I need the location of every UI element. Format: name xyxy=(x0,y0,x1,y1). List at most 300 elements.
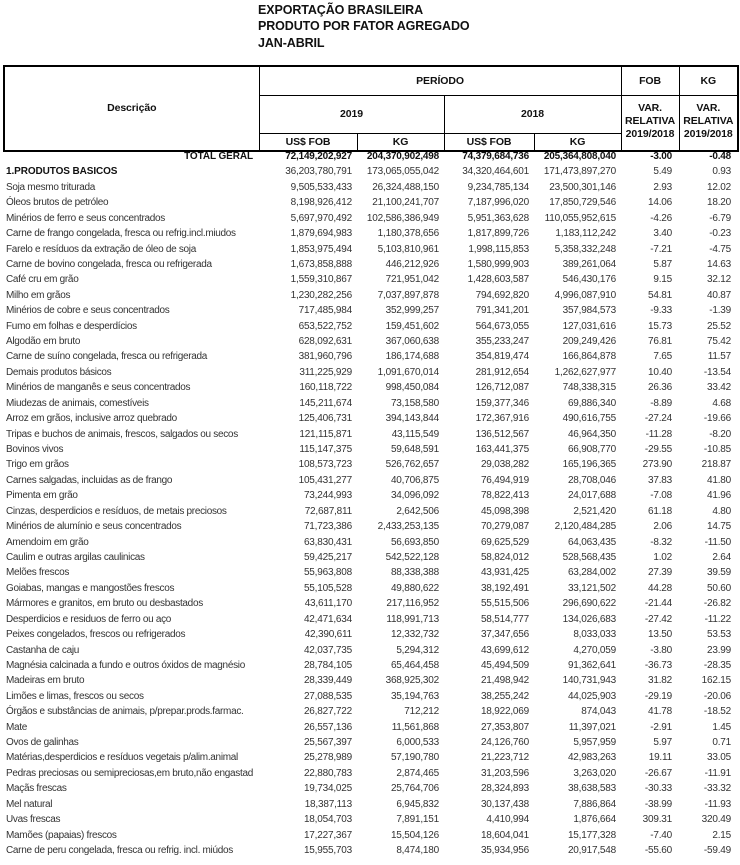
cell-var-fob: 14.06 xyxy=(647,197,672,209)
cell-usd-fob-2018: 29,038,282 xyxy=(480,459,529,471)
cell-var-fob: -4.26 xyxy=(650,212,672,224)
table-row xyxy=(3,735,737,750)
cell-usd-fob-2018: 5,951,363,628 xyxy=(467,212,529,224)
cell-kg-2019: 26,324,488,150 xyxy=(372,181,439,193)
table-row xyxy=(3,581,737,596)
cell-usd-fob-2018: 794,692,820 xyxy=(475,289,529,301)
cell-kg-2019: 7,037,897,878 xyxy=(377,289,439,301)
cell-usd-fob-2018: 9,234,785,134 xyxy=(467,181,529,193)
table-row xyxy=(3,457,737,472)
cell-usd-fob-2019: 72,687,811 xyxy=(304,505,352,517)
cell-var-kg: -0.48 xyxy=(709,151,731,162)
cell-kg-2019: 1,180,378,656 xyxy=(377,228,439,240)
header-descricao: Descrição xyxy=(4,66,259,151)
cell-usd-fob-2018: 58,824,012 xyxy=(480,551,529,563)
cell-var-fob: 15.73 xyxy=(647,320,672,332)
data-table xyxy=(3,149,737,858)
table-row xyxy=(3,380,737,395)
cell-var-fob: -3.80 xyxy=(650,644,672,656)
cell-var-fob: -7.08 xyxy=(650,490,672,502)
cell-kg-2019: 57,190,780 xyxy=(390,752,439,764)
cell-usd-fob-2018: 1,428,603,587 xyxy=(467,274,529,286)
cell-kg-2018: 2,120,484,285 xyxy=(554,521,616,533)
cell-usd-fob-2018: 355,233,247 xyxy=(475,336,529,348)
cell-usd-fob-2019: 653,522,752 xyxy=(298,320,352,332)
cell-kg-2018: 46,964,350 xyxy=(567,428,616,440)
table-row xyxy=(3,643,737,658)
row-description: Tripas e buchos de animais, frescos, salgados ou secos xyxy=(6,428,238,440)
cell-kg-2019: 2,433,253,135 xyxy=(377,521,439,533)
cell-kg-2018: 7,886,864 xyxy=(573,798,616,810)
cell-var-kg: -8.20 xyxy=(709,428,731,440)
cell-usd-fob-2018: 4,410,994 xyxy=(486,814,529,826)
cell-kg-2019: 1,091,670,014 xyxy=(377,366,439,378)
cell-kg-2018: 8,033,033 xyxy=(573,629,616,641)
header-usd-fob-2019: US$ FOB xyxy=(259,134,357,152)
cell-kg-2019: 49,880,622 xyxy=(390,582,439,594)
cell-kg-2018: 1,262,627,977 xyxy=(554,366,616,378)
cell-usd-fob-2018: 58,514,777 xyxy=(480,613,529,625)
cell-usd-fob-2019: 42,390,611 xyxy=(304,629,352,641)
cell-kg-2018: 134,026,683 xyxy=(562,613,616,625)
cell-var-fob: 2.06 xyxy=(653,521,672,533)
row-description: Minérios de alumínio e seus concentrados xyxy=(6,521,182,533)
cell-usd-fob-2019: 8,198,926,412 xyxy=(290,197,352,209)
table-row xyxy=(3,349,737,364)
table-row xyxy=(3,612,737,627)
cell-usd-fob-2018: 43,931,425 xyxy=(480,567,529,579)
cell-usd-fob-2018: 38,255,242 xyxy=(480,690,529,702)
cell-usd-fob-2019: 73,244,993 xyxy=(303,490,352,502)
cell-kg-2018: 166,864,878 xyxy=(562,351,616,363)
cell-kg-2019: 352,999,257 xyxy=(385,305,439,317)
cell-usd-fob-2018: 37,347,656 xyxy=(480,629,529,641)
cell-var-fob: -8.32 xyxy=(650,536,672,548)
table-row xyxy=(3,427,737,442)
cell-var-fob: 19.11 xyxy=(648,752,672,764)
table-row xyxy=(3,164,737,179)
cell-var-kg: -59.49 xyxy=(703,844,731,856)
cell-var-fob: -26.67 xyxy=(644,767,672,779)
cell-kg-2019: 40,706,875 xyxy=(390,474,439,486)
cell-usd-fob-2019: 5,697,970,492 xyxy=(290,212,352,224)
cell-usd-fob-2018: 791,341,201 xyxy=(475,305,529,317)
cell-var-fob: -7.21 xyxy=(650,243,672,255)
row-description: Caulim e outras argilas caulinicas xyxy=(6,551,145,563)
cell-kg-2018: 5,358,332,248 xyxy=(554,243,616,255)
cell-var-kg: 50.60 xyxy=(706,582,731,594)
row-description: Arroz em grãos, inclusive arroz quebrado xyxy=(6,413,177,425)
cell-usd-fob-2018: 136,512,567 xyxy=(475,428,529,440)
table-row xyxy=(3,442,737,457)
cell-usd-fob-2019: 717,485,984 xyxy=(298,305,352,317)
report-title-line2: PRODUTO POR FATOR AGREGADO xyxy=(258,19,470,34)
table-header xyxy=(3,65,739,152)
cell-var-fob: 2.93 xyxy=(653,181,672,193)
cell-usd-fob-2018: 564,673,055 xyxy=(475,320,529,332)
cell-kg-2018: 5,957,959 xyxy=(573,737,616,749)
cell-var-fob: 3.40 xyxy=(653,228,672,240)
table-row xyxy=(3,704,737,719)
cell-kg-2018: 389,261,064 xyxy=(562,258,616,270)
cell-var-kg: -20.06 xyxy=(703,690,731,702)
cell-var-fob: -29.19 xyxy=(644,690,672,702)
cell-kg-2018: 91,362,641 xyxy=(567,659,616,671)
cell-usd-fob-2018: 159,377,346 xyxy=(475,397,529,409)
cell-var-fob: 44.28 xyxy=(647,582,672,594)
cell-var-kg: -19.66 xyxy=(703,413,731,425)
cell-var-kg: 2.64 xyxy=(712,551,731,563)
cell-kg-2018: 15,177,328 xyxy=(567,829,616,841)
cell-usd-fob-2019: 1,230,282,256 xyxy=(290,289,352,301)
cell-kg-2019: 8,474,180 xyxy=(396,844,439,856)
cell-kg-2019: 59,648,591 xyxy=(390,444,439,456)
table-row xyxy=(3,689,737,704)
cell-var-fob: -9.33 xyxy=(650,305,672,317)
cell-var-kg: -11.93 xyxy=(704,798,731,810)
row-description: Demais produtos básicos xyxy=(6,366,112,378)
cell-usd-fob-2019: 18,054,703 xyxy=(303,814,352,826)
cell-usd-fob-2018: 70,279,087 xyxy=(480,521,529,533)
cell-kg-2019: 43,115,549 xyxy=(391,428,439,440)
cell-kg-2019: 712,212 xyxy=(404,706,439,718)
cell-usd-fob-2019: 55,963,808 xyxy=(303,567,352,579)
row-description: Mármores e granitos, em bruto ou desbastados xyxy=(6,598,203,610)
cell-kg-2018: 42,983,263 xyxy=(567,752,616,764)
cell-kg-2019: 526,762,657 xyxy=(385,459,439,471)
table-row xyxy=(3,242,737,257)
cell-usd-fob-2018: 30,137,438 xyxy=(480,798,529,810)
cell-var-fob: 10.40 xyxy=(647,366,672,378)
cell-usd-fob-2018: 354,819,474 xyxy=(475,351,529,363)
table-row xyxy=(3,750,737,765)
row-description: Órgãos e substâncias de animais, p/prepar.prods.farmac. xyxy=(6,706,244,718)
cell-kg-2018: 546,430,176 xyxy=(562,274,616,286)
cell-var-fob: 61.18 xyxy=(647,505,672,517)
cell-usd-fob-2018: 24,126,760 xyxy=(480,737,529,749)
cell-usd-fob-2019: 1,559,310,867 xyxy=(290,274,352,286)
cell-var-fob: 37.83 xyxy=(647,474,672,486)
cell-var-kg: -18.52 xyxy=(703,706,731,718)
cell-usd-fob-2019: 25,278,989 xyxy=(303,752,352,764)
cell-kg-2019: 2,642,506 xyxy=(396,505,439,517)
cell-kg-2019: 5,103,810,961 xyxy=(377,243,439,255)
row-description: Milho em grãos xyxy=(6,289,71,301)
cell-usd-fob-2019: 18,387,113 xyxy=(304,798,352,810)
cell-var-kg: -11.22 xyxy=(704,613,731,625)
cell-var-fob: -11.28 xyxy=(645,428,672,440)
cell-var-fob: 13.50 xyxy=(647,629,672,641)
table-body xyxy=(3,149,737,858)
row-description: Limões e limas, frescos ou secos xyxy=(6,690,144,702)
row-description: Ovos de galinhas xyxy=(6,737,79,749)
header-kg-right: KG xyxy=(679,66,738,96)
header-usd-fob-2018: US$ FOB xyxy=(444,134,534,152)
cell-usd-fob-2019: 381,960,796 xyxy=(298,351,352,363)
cell-var-kg: 1.45 xyxy=(712,721,731,733)
header-kg-2018: KG xyxy=(534,134,621,152)
table-row xyxy=(3,673,737,688)
cell-usd-fob-2018: 1,998,115,853 xyxy=(468,243,529,255)
cell-kg-2019: 15,504,126 xyxy=(390,829,439,841)
cell-kg-2018: 38,638,583 xyxy=(567,783,616,795)
cell-kg-2018: 11,397,021 xyxy=(568,721,616,733)
row-description: Carnes salgadas, incluidas as de frango xyxy=(6,474,173,486)
cell-kg-2018: 874,043 xyxy=(581,706,616,718)
cell-var-fob: 27.39 xyxy=(647,567,672,579)
cell-var-fob: -27.24 xyxy=(644,413,672,425)
cell-kg-2019: 21,100,241,707 xyxy=(372,197,439,209)
header-var-relativa-kg: VAR. RELATIVA 2019/2018 xyxy=(679,96,738,152)
cell-var-fob: 9.15 xyxy=(653,274,672,286)
cell-usd-fob-2019: 71,723,386 xyxy=(303,521,352,533)
cell-var-kg: -4.75 xyxy=(709,243,731,255)
row-description: Minérios de cobre e seus concentrados xyxy=(6,305,170,317)
cell-kg-2018: 1,876,664 xyxy=(573,814,616,826)
cell-kg-2019: 88,338,388 xyxy=(390,567,439,579)
cell-kg-2019: 6,000,533 xyxy=(396,737,439,749)
cell-var-kg: 4.68 xyxy=(712,397,731,409)
cell-var-kg: 162.15 xyxy=(701,675,731,687)
cell-var-kg: 14.63 xyxy=(706,258,731,270)
cell-kg-2019: 7,891,151 xyxy=(396,814,439,826)
cell-var-fob: -30.33 xyxy=(644,783,672,795)
row-description: Trigo em grãos xyxy=(6,459,69,471)
cell-var-kg: -10.85 xyxy=(703,444,731,456)
cell-kg-2018: 44,025,903 xyxy=(567,690,616,702)
row-description: Madeiras em bruto xyxy=(6,675,85,687)
cell-kg-2018: 209,249,426 xyxy=(562,336,616,348)
cell-var-kg: 25.52 xyxy=(706,320,731,332)
cell-var-kg: 33.42 xyxy=(706,382,731,394)
table-row xyxy=(3,720,737,735)
row-description: Carne de bovino congelada, fresca ou refrigerada xyxy=(6,258,212,270)
cell-usd-fob-2018: 43,699,612 xyxy=(480,644,529,656)
table-row xyxy=(3,226,737,241)
header-fob: FOB xyxy=(621,66,679,96)
cell-usd-fob-2018: 38,192,491 xyxy=(480,582,529,594)
row-description: TOTAL GERAL xyxy=(184,151,253,162)
cell-usd-fob-2018: 172,367,916 xyxy=(475,413,529,425)
cell-kg-2019: 102,586,386,949 xyxy=(366,212,439,224)
cell-var-kg: -11.91 xyxy=(704,767,731,779)
table-row xyxy=(3,195,737,210)
table-row xyxy=(3,411,737,426)
cell-usd-fob-2019: 42,471,634 xyxy=(303,613,352,625)
table-row xyxy=(3,596,737,611)
cell-usd-fob-2018: 27,353,807 xyxy=(480,721,529,733)
cell-kg-2018: 357,984,573 xyxy=(562,305,616,317)
cell-var-kg: 23.99 xyxy=(706,644,731,656)
cell-kg-2018: 171,473,897,270 xyxy=(543,166,616,178)
row-description: Minérios de manganês e seus concentrados xyxy=(6,382,191,394)
cell-var-fob: -8.89 xyxy=(650,397,672,409)
cell-usd-fob-2018: 78,822,413 xyxy=(480,490,529,502)
cell-var-kg: 53.53 xyxy=(706,629,731,641)
cell-var-kg: 75.42 xyxy=(706,336,731,348)
cell-usd-fob-2019: 311,225,929 xyxy=(299,366,352,378)
report-title-line3: JAN-ABRIL xyxy=(258,35,325,50)
cell-usd-fob-2019: 108,573,723 xyxy=(298,459,352,471)
cell-kg-2019: 65,464,458 xyxy=(390,659,439,671)
cell-usd-fob-2019: 628,092,631 xyxy=(298,336,352,348)
cell-var-fob: -38.99 xyxy=(644,798,672,810)
row-description: Mate xyxy=(6,721,28,733)
row-description: Soja mesmo triturada xyxy=(6,181,96,193)
row-description: Goiabas, mangas e mangostões frescos xyxy=(6,582,175,594)
cell-var-fob: 41.78 xyxy=(647,706,672,718)
row-description: Pimenta em grão xyxy=(6,490,78,502)
table-row xyxy=(3,180,737,195)
cell-kg-2019: 186,174,688 xyxy=(385,351,439,363)
header-kg-2019: KG xyxy=(357,134,444,152)
cell-usd-fob-2019: 72,149,202,927 xyxy=(285,151,352,162)
row-description: Bovinos vivos xyxy=(6,444,64,456)
cell-kg-2019: 2,874,465 xyxy=(396,767,439,779)
cell-var-kg: 218.87 xyxy=(701,459,731,471)
cell-var-kg: 18.20 xyxy=(706,197,731,209)
cell-var-fob: 309.31 xyxy=(642,814,672,826)
cell-kg-2018: 110,055,952,615 xyxy=(544,212,616,224)
cell-usd-fob-2019: 125,406,731 xyxy=(298,413,352,425)
cell-usd-fob-2018: 74,379,684,736 xyxy=(462,151,529,162)
cell-kg-2019: 173,065,055,042 xyxy=(366,166,439,178)
cell-var-fob: -2.91 xyxy=(650,721,672,733)
cell-kg-2018: 24,017,688 xyxy=(567,490,616,502)
cell-usd-fob-2019: 55,105,528 xyxy=(303,582,352,594)
table-row xyxy=(3,334,737,349)
cell-kg-2019: 35,194,763 xyxy=(390,690,439,702)
cell-usd-fob-2019: 15,955,703 xyxy=(303,844,352,856)
cell-var-kg: 41.80 xyxy=(706,474,731,486)
cell-usd-fob-2019: 17,227,367 xyxy=(303,829,352,841)
cell-usd-fob-2019: 28,784,105 xyxy=(303,659,352,671)
table-row xyxy=(3,550,737,565)
cell-kg-2018: 2,521,420 xyxy=(573,505,616,517)
header-periodo: PERÍODO xyxy=(259,66,621,96)
cell-var-fob: 76.81 xyxy=(647,336,672,348)
cell-var-fob: 31.82 xyxy=(647,675,672,687)
cell-usd-fob-2018: 45,494,509 xyxy=(480,659,529,671)
cell-var-kg: -13.54 xyxy=(703,366,731,378)
cell-usd-fob-2019: 1,879,694,983 xyxy=(290,228,352,240)
cell-kg-2019: 368,925,302 xyxy=(385,675,439,687)
cell-kg-2018: 69,886,340 xyxy=(567,397,616,409)
cell-var-fob: -29.55 xyxy=(644,444,672,456)
table-row xyxy=(3,519,737,534)
table-row xyxy=(3,488,737,503)
header-var-relativa-fob: VAR. RELATIVA 2019/2018 xyxy=(621,96,679,152)
table-row xyxy=(3,396,737,411)
cell-kg-2019: 159,451,602 xyxy=(385,320,439,332)
cell-usd-fob-2019: 145,211,674 xyxy=(299,397,352,409)
cell-var-fob: 273.90 xyxy=(642,459,672,471)
row-description: Carne de peru congelada, fresca ou refrig. incl. miúdos xyxy=(6,844,233,856)
cell-usd-fob-2018: 281,912,654 xyxy=(475,366,529,378)
cell-usd-fob-2019: 63,830,431 xyxy=(303,536,352,548)
cell-kg-2018: 66,908,770 xyxy=(567,444,616,456)
table-row xyxy=(3,211,737,226)
table-row xyxy=(3,658,737,673)
table-row xyxy=(3,535,737,550)
cell-kg-2018: 23,500,301,146 xyxy=(549,181,616,193)
row-description: Minérios de ferro e seus concentrados xyxy=(6,212,165,224)
cell-usd-fob-2019: 9,505,533,433 xyxy=(290,181,352,193)
cell-kg-2019: 5,294,312 xyxy=(396,644,439,656)
cell-var-kg: 14.75 xyxy=(706,521,731,533)
cell-var-fob: 5.87 xyxy=(653,258,672,270)
cell-var-fob: -3.00 xyxy=(650,151,672,162)
table-row xyxy=(3,257,737,272)
cell-var-fob: -36.73 xyxy=(644,659,672,671)
cell-usd-fob-2018: 21,223,712 xyxy=(480,752,529,764)
row-description: Amendoim em grão xyxy=(6,536,89,548)
table-row xyxy=(3,272,737,287)
cell-var-kg: 12.02 xyxy=(706,181,731,193)
row-description: Mamões (papaias) frescos xyxy=(6,829,117,841)
row-description: Uvas frescas xyxy=(6,814,61,826)
row-description: Fumo em folhas e desperdícios xyxy=(6,320,137,332)
cell-usd-fob-2019: 160,118,722 xyxy=(299,382,352,394)
cell-usd-fob-2018: 35,934,956 xyxy=(480,844,529,856)
row-description: Maçãs frescas xyxy=(6,783,67,795)
row-description: Farelo e resíduos da extração de óleo de soja xyxy=(6,243,196,255)
table-row xyxy=(3,303,737,318)
cell-usd-fob-2019: 26,557,136 xyxy=(303,721,352,733)
cell-var-fob: -7.40 xyxy=(650,829,672,841)
row-description: Peixes congelados, frescos ou refrigerados xyxy=(6,629,186,641)
cell-kg-2018: 28,708,046 xyxy=(567,474,616,486)
table-row xyxy=(3,319,737,334)
cell-kg-2018: 3,263,020 xyxy=(573,767,616,779)
cell-var-kg: 40.87 xyxy=(706,289,731,301)
cell-usd-fob-2019: 19,734,025 xyxy=(303,783,352,795)
cell-var-kg: 0.93 xyxy=(712,166,731,178)
cell-var-kg: 4.80 xyxy=(712,505,731,517)
row-description: Desperdicios e residuos de ferro ou aço xyxy=(6,613,172,625)
row-description: Café cru em grão xyxy=(6,274,79,286)
row-description: 1.PRODUTOS BASICOS xyxy=(6,166,118,178)
cell-var-fob: -21.44 xyxy=(644,598,672,610)
cell-usd-fob-2018: 31,203,596 xyxy=(480,767,529,779)
cell-var-fob: -27.42 xyxy=(644,613,672,625)
report-title-line1: EXPORTAÇÃO BRASILEIRA xyxy=(258,3,424,17)
cell-kg-2018: 127,031,616 xyxy=(562,320,616,332)
table-row xyxy=(3,766,737,781)
cell-kg-2018: 748,338,315 xyxy=(562,382,616,394)
cell-var-kg: 41.96 xyxy=(706,490,731,502)
cell-var-fob: 7.65 xyxy=(653,351,672,363)
cell-usd-fob-2019: 121,115,871 xyxy=(299,428,352,440)
cell-usd-fob-2018: 55,515,506 xyxy=(480,598,529,610)
cell-kg-2019: 25,764,706 xyxy=(390,783,439,795)
cell-kg-2019: 6,945,832 xyxy=(396,798,439,810)
cell-var-kg: 39.59 xyxy=(706,567,731,579)
row-description: Melões frescos xyxy=(6,567,70,579)
cell-var-kg: -26.82 xyxy=(703,598,731,610)
cell-kg-2019: 118,991,713 xyxy=(386,613,439,625)
table-row xyxy=(3,627,737,642)
cell-usd-fob-2019: 26,827,722 xyxy=(303,706,352,718)
cell-kg-2019: 542,522,128 xyxy=(385,551,439,563)
cell-usd-fob-2019: 42,037,735 xyxy=(303,644,352,656)
cell-usd-fob-2018: 34,320,464,601 xyxy=(462,166,529,178)
cell-var-fob: 54.81 xyxy=(647,289,672,301)
cell-usd-fob-2019: 25,567,397 xyxy=(303,737,352,749)
cell-usd-fob-2019: 22,880,783 xyxy=(303,767,352,779)
cell-var-kg: -0.23 xyxy=(709,228,731,240)
cell-usd-fob-2018: 18,922,069 xyxy=(480,706,529,718)
